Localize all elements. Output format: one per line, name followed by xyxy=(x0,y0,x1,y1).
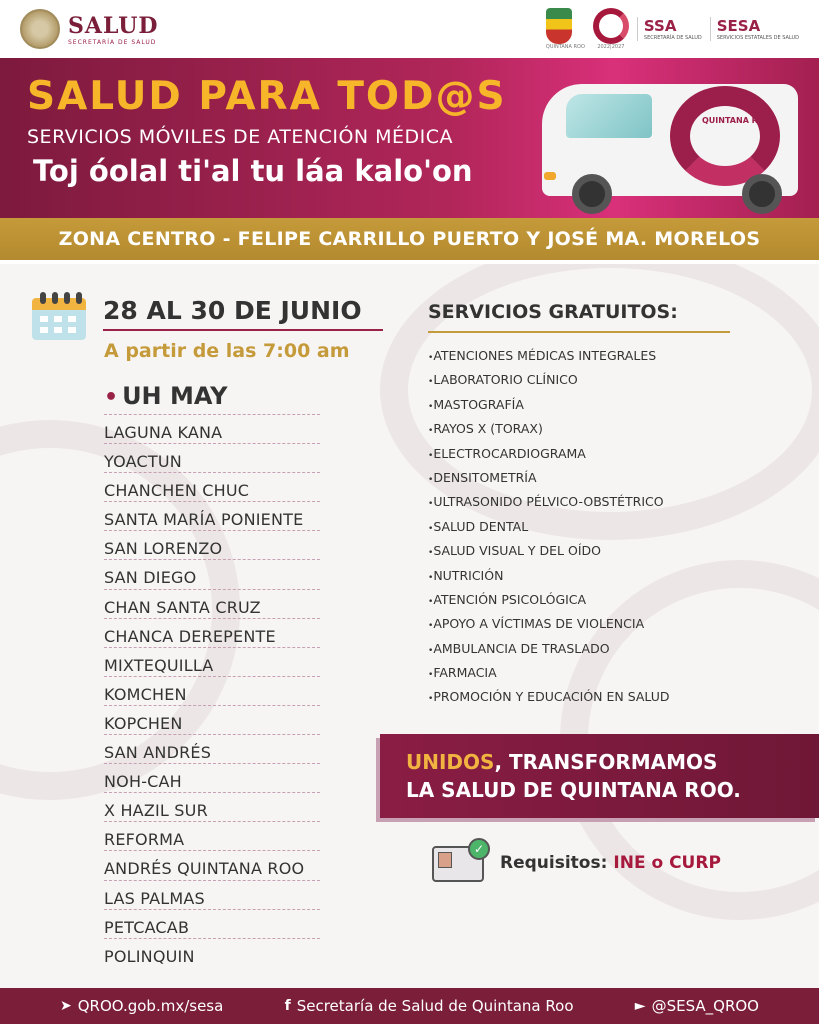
list-item: • ULTRASONIDO PÉLVICO-OBSTÉTRICO xyxy=(428,490,670,514)
footer-facebook-link[interactable] xyxy=(285,997,574,1015)
list-item: • MASTOGRAFÍA xyxy=(428,393,670,417)
footer-twitter-text: @SESA_QROO xyxy=(651,997,759,1015)
slogan-accent: UNIDOS xyxy=(406,750,495,774)
id-card-check-icon xyxy=(432,838,490,884)
list-item: • ATENCIONES MÉDICAS INTEGRALES xyxy=(428,344,670,368)
list-item: REFORMA xyxy=(104,821,320,850)
van-rear-wheel xyxy=(742,174,782,214)
list-item: KOMCHEN xyxy=(104,676,320,705)
services-title: SERVICIOS GRATUITOS: xyxy=(428,301,730,333)
list-item: KOPCHEN xyxy=(104,705,320,734)
quintana-roo-shield-icon xyxy=(546,8,572,44)
mobile-clinic-van-illustration xyxy=(542,76,800,214)
footer-twitter-link[interactable] xyxy=(635,997,759,1015)
slogan-line-1 xyxy=(406,748,819,776)
sesa-title: SESA xyxy=(716,17,761,35)
calendar-icon xyxy=(32,292,86,340)
first-location xyxy=(104,382,228,410)
list-item: LAS PALMAS xyxy=(104,880,320,909)
list-item: • FARMACIA xyxy=(428,661,670,685)
q-logo-years: 2022|2027 xyxy=(597,44,625,50)
list-item: YOACTUN xyxy=(104,443,320,472)
list-item: • ATENCIÓN PSICOLÓGICA xyxy=(428,588,670,612)
list-item: X HAZIL SUR xyxy=(104,792,320,821)
list-item: LAGUNA KANA xyxy=(104,414,320,443)
list-item: • APOYO A VÍCTIMAS DE VIOLENCIA xyxy=(428,612,670,636)
start-time-text: A partir de las 7:00 am xyxy=(104,340,350,362)
partner-logos xyxy=(546,8,799,50)
quintana-roo-caption: QUINTANA ROO xyxy=(545,44,585,50)
banner-title: SALUD PARA TOD@S xyxy=(27,74,507,119)
list-item: SAN DIEGO xyxy=(104,559,320,588)
footer-facebook-text: Secretaría de Salud de Quintana Roo xyxy=(296,997,574,1015)
footer xyxy=(0,988,819,1024)
list-item: • SALUD DENTAL xyxy=(428,515,670,539)
list-item: • DENSITOMETRÍA xyxy=(428,466,670,490)
list-item: CHANCHEN CHUC xyxy=(104,472,320,501)
van-front-wheel xyxy=(572,174,612,214)
list-item: NOH-CAH xyxy=(104,763,320,792)
bullet-dot-icon: • xyxy=(104,385,119,410)
banner-subtitle: SERVICIOS MÓVILES DE ATENCIÓN MÉDICA xyxy=(27,126,454,148)
sesa-subtitle: SERVICIOS ESTATALES DE SALUD xyxy=(716,35,799,41)
sesa-logo xyxy=(710,17,799,41)
van-window xyxy=(566,94,652,138)
list-item: POLINQUIN xyxy=(104,938,320,967)
van-swirl-graphic xyxy=(670,86,780,186)
slogan-line-1-rest: , TRANSFORMAMOS xyxy=(494,750,718,774)
list-item: SAN ANDRÉS xyxy=(104,734,320,763)
requirements-value: INE o CURP xyxy=(613,853,721,873)
requirements xyxy=(500,853,721,873)
slogan-box xyxy=(380,734,819,818)
facebook-icon: f xyxy=(284,998,291,1014)
list-item: • LABORATORIO CLÍNICO xyxy=(428,368,670,392)
first-location-label: UH MAY xyxy=(122,382,228,410)
mexico-seal-icon xyxy=(20,9,60,49)
slogan-line-2: LA SALUD DE QUINTANA ROO. xyxy=(406,778,741,802)
cursor-icon: ➤ xyxy=(60,998,72,1014)
zone-text: ZONA CENTRO - FELIPE CARRILLO PUERTO Y JOSÉ MA. MORELOS xyxy=(58,228,761,250)
twitter-icon: ► xyxy=(634,998,646,1014)
ssa-subtitle: SECRETARÍA DE SALUD xyxy=(643,35,702,41)
van-headlight xyxy=(544,172,556,180)
list-item: • NUTRICIÓN xyxy=(428,564,670,588)
list-item: • AMBULANCIA DE TRASLADO xyxy=(428,637,670,661)
top-header xyxy=(0,0,819,58)
list-item: MIXTEQUILLA xyxy=(104,647,320,676)
salud-logo-subtitle: SECRETARÍA DE SALUD xyxy=(68,38,157,46)
date-range-title: 28 AL 30 DE JUNIO xyxy=(103,296,383,331)
checkmark-icon: ✓ xyxy=(468,838,490,860)
q-brand-icon xyxy=(593,8,629,44)
list-item: ANDRÉS QUINTANA ROO xyxy=(104,850,320,879)
banner-maya-text: Toj óolal ti'al tu láa kalo'on xyxy=(33,154,473,188)
quintana-roo-logo xyxy=(546,8,585,50)
salud-logo-title: SALUD xyxy=(68,12,159,39)
location-list xyxy=(104,414,320,967)
q-logo xyxy=(593,8,629,50)
list-item: • ELECTROCARDIOGRAMA xyxy=(428,442,670,466)
list-item: • SALUD VISUAL Y DEL OÍDO xyxy=(428,539,670,563)
list-item: • PROMOCIÓN Y EDUCACIÓN EN SALUD xyxy=(428,685,670,709)
services-list xyxy=(428,344,670,710)
list-item: • RAYOS X (TORAX) xyxy=(428,417,670,441)
van-brand-text: QUINTANA ROO xyxy=(702,116,772,125)
ssa-title: SSA xyxy=(643,17,677,35)
list-item: CHANCA DEREPENTE xyxy=(104,618,320,647)
requirements-label: Requisitos: xyxy=(500,853,608,873)
hero-banner xyxy=(0,58,819,218)
zone-bar xyxy=(0,218,819,264)
salud-logo xyxy=(20,9,159,49)
footer-website-text: QROO.gob.mx/sesa xyxy=(77,997,224,1015)
footer-website-link[interactable] xyxy=(60,997,223,1015)
list-item: CHAN SANTA CRUZ xyxy=(104,589,320,618)
ssa-logo xyxy=(637,17,702,41)
list-item: SAN LORENZO xyxy=(104,530,320,559)
list-item: SANTA MARÍA PONIENTE xyxy=(104,501,320,530)
list-item: PETCACAB xyxy=(104,909,320,938)
